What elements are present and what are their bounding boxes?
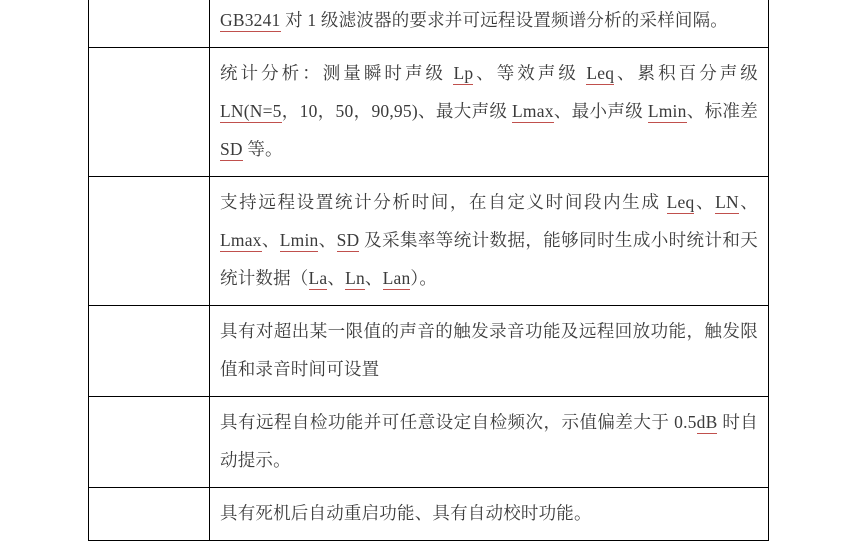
row-label-cell (89, 177, 210, 306)
table-row (89, 306, 769, 397)
row-content-cell (210, 397, 769, 488)
row-label-text (89, 397, 209, 411)
row-content-cell (210, 177, 769, 306)
row-content-cell (210, 0, 769, 48)
row-label-text (89, 306, 209, 320)
row-label-cell (89, 397, 210, 488)
table-row (89, 397, 769, 488)
row-content-cell (210, 488, 769, 541)
specification-table (88, 0, 769, 541)
row-label-text (89, 48, 209, 62)
row-label-text (89, 177, 209, 191)
table-row (89, 177, 769, 306)
row-content-text: 具有对超出某一限值的声音的触发录音功能及远程回放功能，触发限值和录音时间可设置 (220, 321, 758, 379)
table-row (89, 488, 769, 541)
table-row (89, 48, 769, 177)
row-content-text: 具有死机后自动重启功能、具有自动校时功能。 (220, 503, 592, 523)
row-content-text: GB3241 对 1 级滤波器的要求并可远程设置频谱分析的采样间隔。 (220, 10, 728, 30)
row-content-text: 统计分析：测量瞬时声级 Lp、等效声级 Leq、累积百分声级 LN(N=5，10，50，90,95)、最大声级 Lmax、最小声级 Lmin、标准差 SD 等。 (220, 63, 758, 159)
row-content-text: 具有远程自检功能并可任意设定自检频次，示值偏差大于 0.5dB 时自动提示。 (220, 412, 758, 470)
row-label-text (89, 0, 209, 9)
row-label-cell (89, 0, 210, 48)
row-content-cell (210, 306, 769, 397)
row-content-cell (210, 48, 769, 177)
row-label-cell (89, 48, 210, 177)
table-row (89, 0, 769, 48)
row-label-cell (89, 488, 210, 541)
row-label-text (89, 488, 209, 502)
row-content-text: 支持远程设置统计分析时间，在自定义时间段内生成 Leq、LN、Lmax、Lmin、SD 及采集率等统计数据，能够同时生成小时统计和天统计数据（La、Ln、Lan）。 (220, 192, 759, 288)
table-body (89, 0, 769, 541)
row-label-cell (89, 306, 210, 397)
